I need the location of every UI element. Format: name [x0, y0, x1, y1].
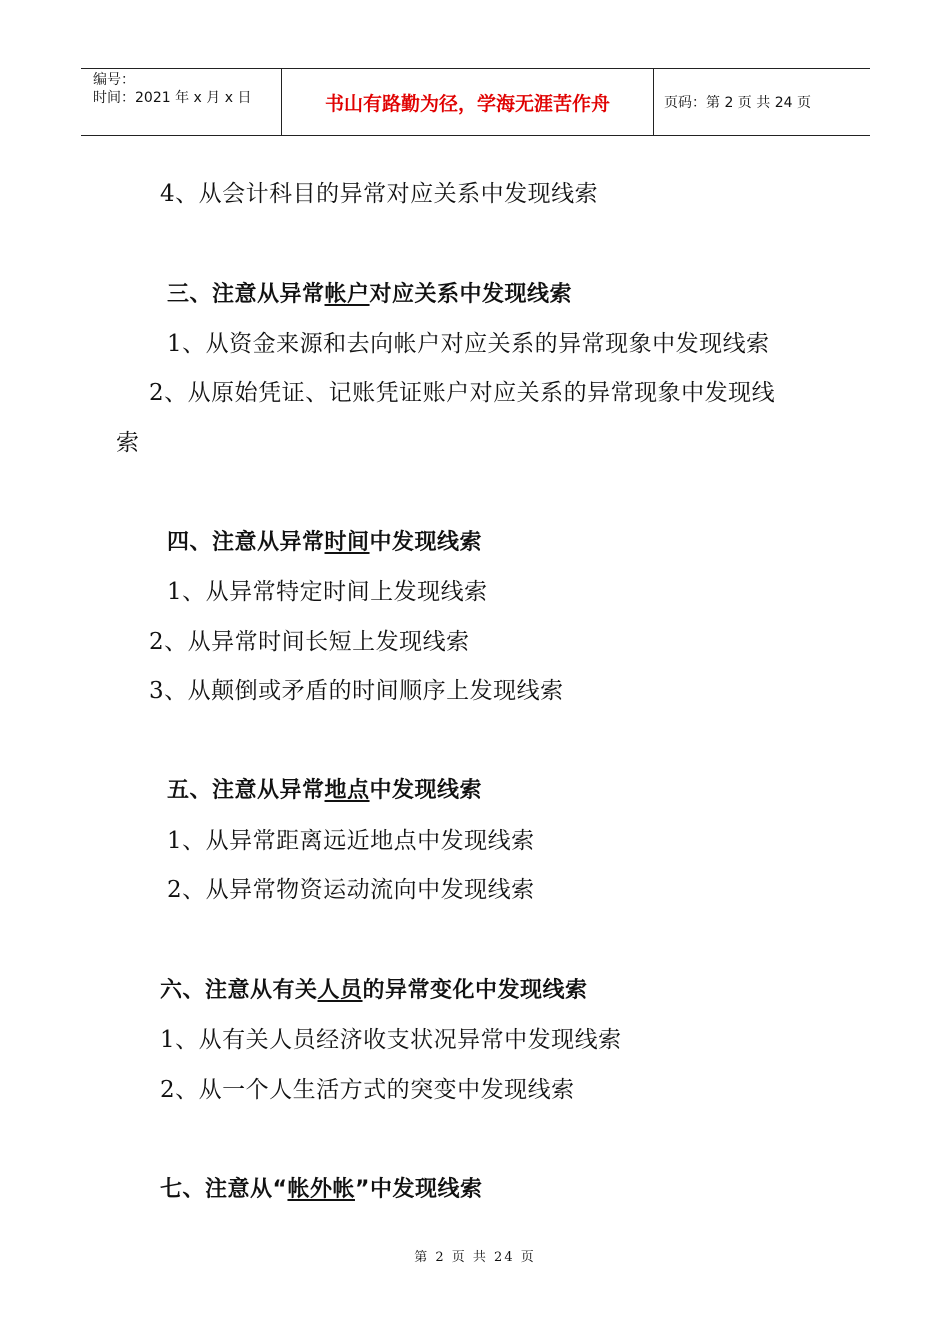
section-6-heading	[160, 976, 588, 1006]
section-5-heading	[167, 776, 482, 806]
section-6-keyword: 人员	[317, 978, 363, 1003]
section-6-pre: 六、注意从有关	[160, 978, 318, 1003]
s3-item-1: 1、从资金来源和去向帐户对应关系的异常现象中发现线索	[167, 331, 770, 357]
section-4-pre: 四、注意从异常	[167, 530, 325, 555]
section-3-pre: 三、注意从异常	[167, 282, 325, 307]
s6-item-2: 2、从一个人生活方式的突变中发现线索	[160, 1077, 575, 1103]
s3-item-2-continued: 索	[116, 430, 140, 456]
document-header	[81, 68, 870, 136]
s4-item-2: 2、从异常时间长短上发现线索	[149, 629, 470, 655]
header-meta	[81, 69, 282, 135]
number-label: 编号：	[93, 72, 135, 88]
time-label: 时间：2021 年 x 月 x 日	[93, 90, 252, 106]
section-7-keyword: 帐外帐	[287, 1177, 355, 1202]
header-page-info: 页码：第 2 页 共 24 页	[664, 95, 811, 111]
s5-item-1: 1、从异常距离远近地点中发现线索	[167, 828, 535, 854]
section-7-pre: 七、注意从“	[160, 1177, 288, 1202]
section-3-post: 对应关系中发现线索	[369, 282, 573, 307]
section-5-pre: 五、注意从异常	[167, 778, 325, 803]
header-motto: 书山有路勤为径，学海无涯苦作舟	[282, 69, 654, 135]
s5-item-2: 2、从异常物资运动流向中发现线索	[167, 877, 535, 903]
item-4: 4、从会计科目的异常对应关系中发现线索	[160, 181, 599, 207]
s4-item-3: 3、从颠倒或矛盾的时间顺序上发现线索	[149, 678, 564, 704]
section-4-heading	[167, 528, 482, 558]
s6-item-1: 1、从有关人员经济收支状况异常中发现线索	[160, 1027, 622, 1053]
section-4-keyword: 时间	[324, 530, 370, 555]
section-4-post: 中发现线索	[369, 530, 483, 555]
section-3-keyword: 帐户	[324, 282, 370, 307]
page-footer: 第 2 页 共 24 页	[414, 1250, 536, 1265]
section-6-post: 的异常变化中发现线索	[362, 978, 588, 1003]
section-5-keyword: 地点	[324, 778, 370, 803]
section-7-post: ”中发现线索	[354, 1177, 483, 1202]
section-3-heading	[167, 280, 572, 310]
section-5-post: 中发现线索	[369, 778, 483, 803]
s4-item-1: 1、从异常特定时间上发现线索	[167, 579, 488, 605]
section-7-heading	[160, 1175, 482, 1205]
s3-item-2: 2、从原始凭证、记账凭证账户对应关系的异常现象中发现线	[149, 380, 776, 406]
